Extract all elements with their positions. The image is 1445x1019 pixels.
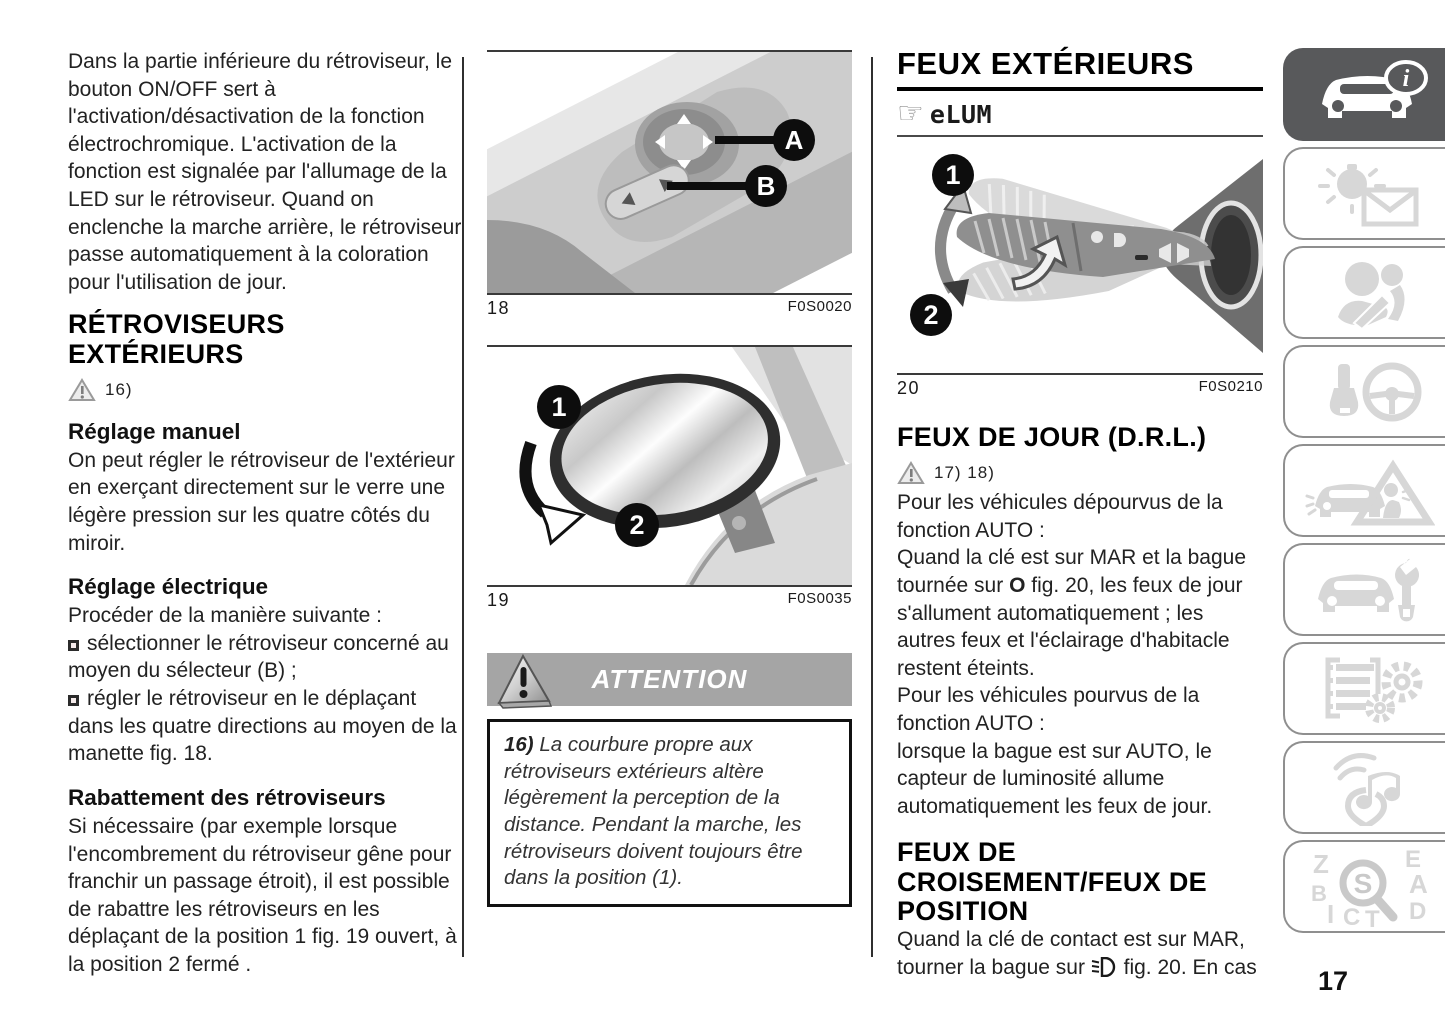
figure-18-mirror-switch	[487, 50, 852, 295]
figure-code: F0S0035	[787, 590, 852, 607]
list-item	[68, 685, 464, 768]
right-text-column	[897, 46, 1263, 984]
croisement-after: fig. 20. En cas	[1117, 955, 1257, 979]
drl-paragraph-4: lorsque la bague est sur AUTO, le capteur de luminosité allume automatiquement les feux de jour.	[897, 739, 1213, 818]
svg-text:T: T	[1365, 905, 1380, 927]
caution-note	[504, 732, 835, 892]
multimedia-audio-icon	[1310, 750, 1430, 826]
technical-data-gears-icon	[1310, 652, 1430, 726]
reglage-electrique-intro: Procéder de la manière suivante :	[68, 604, 383, 628]
sidebar-item-technical-data	[1283, 642, 1445, 735]
figure-number: 19	[487, 590, 511, 610]
drl-p2-after: fig. 20, les feux de jour s'allument automatiquement ; les autres feux et l'éclairage d'habitacle restent éteints.	[897, 573, 1243, 680]
attention-label: ATTENTION	[591, 664, 748, 694]
warning-ref-numbers: 16)	[105, 379, 133, 399]
reference-marker-row	[897, 99, 1263, 137]
callout-1-label: 1	[945, 160, 961, 190]
sidebar-item-maintenance	[1283, 543, 1445, 636]
sidebar-item-vehicle-info	[1283, 48, 1445, 141]
section-title-feux-croisement: FEUX DE CROISEMENT/FEUX DE POSITION	[897, 837, 1207, 926]
chapter-icon-sidebar	[1283, 48, 1445, 939]
chapter-title-feux-exterieurs: FEUX EXTÉRIEURS	[897, 46, 1263, 91]
svg-text:C: C	[1343, 903, 1361, 927]
figure-code: F0S0020	[787, 298, 852, 315]
left-text-column	[68, 48, 464, 979]
svg-text:Z: Z	[1313, 848, 1329, 879]
callout-B-label: B	[756, 171, 776, 201]
intro-paragraph: Dans la partie inférieure du rétroviseur, le bouton ON/OFF sert à l'activation/désactivation de la fonction électrochromique. L'activation de la fonction est signalée par l'allumage de la LED sur le rétroviseur. Quand on enclenche la marche arrière, le rétroviseur passe automatiquement à la coloration pour l'utilisation de jour.	[68, 50, 462, 294]
attention-header-bar	[487, 653, 852, 706]
sidebar-item-safety	[1283, 246, 1445, 339]
callout-1-label: 1	[551, 392, 567, 422]
list-item-text: sélectionner le rétroviseur concerné au moyen du sélecteur (B) ;	[68, 631, 449, 683]
svg-text:E: E	[1405, 846, 1422, 873]
warning-refs-row	[897, 461, 1263, 485]
rabattement-text: Si nécessaire (par exemple lorsque l'encombrement du rétroviseur gêne pour franchir un passage étroit), il est possible de rabattre les rétroviseurs en les déplaçant de la position 1 fig. 19 ouvert, à la position 2 fermé .	[68, 814, 457, 976]
warning-refs-row	[68, 378, 464, 402]
callout-2-label: 2	[923, 300, 939, 330]
ring-position-symbol: O	[1009, 573, 1026, 597]
figure-code: F0S0210	[1198, 378, 1263, 395]
car-info-icon	[1310, 60, 1430, 130]
safety-airbag-icon	[1310, 257, 1430, 329]
figure-number: 20	[897, 378, 921, 398]
light-switch-stalk-illustration	[897, 137, 1263, 373]
figure-20-light-stalk	[897, 137, 1263, 375]
svg-text:I: I	[1327, 898, 1335, 927]
svg-text:B: B	[1311, 880, 1327, 906]
sidebar-item-warning-lights-messages	[1283, 147, 1445, 240]
sidebar-item-alphabetical-index	[1283, 840, 1445, 933]
exterior-mirror-illustration	[487, 347, 852, 585]
figure-number: 18	[487, 298, 511, 318]
drl-p2-before: Quand la clé est sur MAR et la bague tournée sur	[897, 546, 1247, 597]
figure-18-caption	[487, 295, 852, 319]
subsection-title-reglage-electrique: Réglage électrique	[68, 574, 269, 600]
croisement-paragraph	[897, 926, 1263, 984]
subsection-title-rabattement: Rabattement des rétroviseurs	[68, 784, 386, 810]
svg-text:i: i	[1402, 65, 1410, 92]
caution-note-text: La courbure propre aux rétroviseurs extérieurs altère légèrement la perception de la distance. Pendant la marche, les rétroviseurs doivent toujours être dans la position (1).	[504, 733, 803, 890]
door-panel-mirror-control-illustration	[487, 52, 852, 293]
attention-triangle-icon	[493, 653, 555, 709]
caution-note-number: 16)	[504, 733, 534, 756]
list-item-text: régler le rétroviseur en le déplaçant dans les quatre directions au moyen de la manette fig. 18.	[68, 687, 457, 766]
reference-marker-label: eLUM	[929, 99, 993, 129]
alphabetical-index-search-icon	[1305, 847, 1435, 927]
callout-2-label: 2	[629, 510, 645, 540]
car-maintenance-wrench-icon	[1310, 553, 1430, 627]
drl-paragraph-3: Pour les véhicules pourvus de la fonction AUTO :	[897, 684, 1200, 736]
svg-text:S: S	[1353, 867, 1373, 899]
caution-note-box	[487, 719, 852, 907]
section-title-feux-de-jour: FEUX DE JOUR (D.R.L.)	[897, 422, 1207, 452]
figure-20-caption	[897, 375, 1263, 399]
page-number: 17	[1318, 966, 1349, 996]
figure-19-mirror-folding	[487, 345, 852, 587]
sidebar-item-starting-driving	[1283, 345, 1445, 438]
sidebar-item-emergency	[1283, 444, 1445, 537]
warning-lights-messages-icon	[1310, 158, 1430, 230]
emergency-triangle-icon	[1305, 454, 1435, 528]
list-item	[68, 630, 464, 685]
section-title-retroviseurs: RÉTROVISEURS EXTÉRIEURS	[68, 309, 285, 369]
key-steering-wheel-icon	[1310, 356, 1430, 428]
warning-ref-numbers: 17) 18)	[934, 463, 995, 483]
croisement-before: Quand la clé de contact est sur MAR, tourner la bague sur	[897, 927, 1245, 979]
square-bullet-icon	[68, 640, 79, 651]
pointing-hand-icon: ☞	[897, 97, 924, 130]
figure-19-caption	[487, 587, 852, 611]
reglage-manuel-text: On peut régler le rétroviseur de l'extérieur en exerçant directement sur le verre une légère pression sur les quatre côtés du miroir.	[68, 448, 455, 555]
low-beam-icon	[1091, 957, 1118, 985]
warning-triangle-icon	[68, 378, 96, 402]
svg-text:A: A	[1409, 868, 1428, 899]
drl-paragraph-2	[897, 544, 1263, 682]
svg-text:D: D	[1409, 897, 1427, 925]
figure-column	[487, 48, 852, 907]
column-separator	[871, 57, 873, 957]
warning-triangle-icon	[897, 461, 925, 485]
sidebar-item-multimedia	[1283, 741, 1445, 834]
square-bullet-icon	[68, 695, 79, 706]
drl-paragraph-1: Pour les véhicules dépourvus de la fonction AUTO :	[897, 491, 1223, 542]
callout-A-label: A	[784, 125, 804, 155]
subsection-title-reglage-manuel: Réglage manuel	[68, 418, 241, 444]
